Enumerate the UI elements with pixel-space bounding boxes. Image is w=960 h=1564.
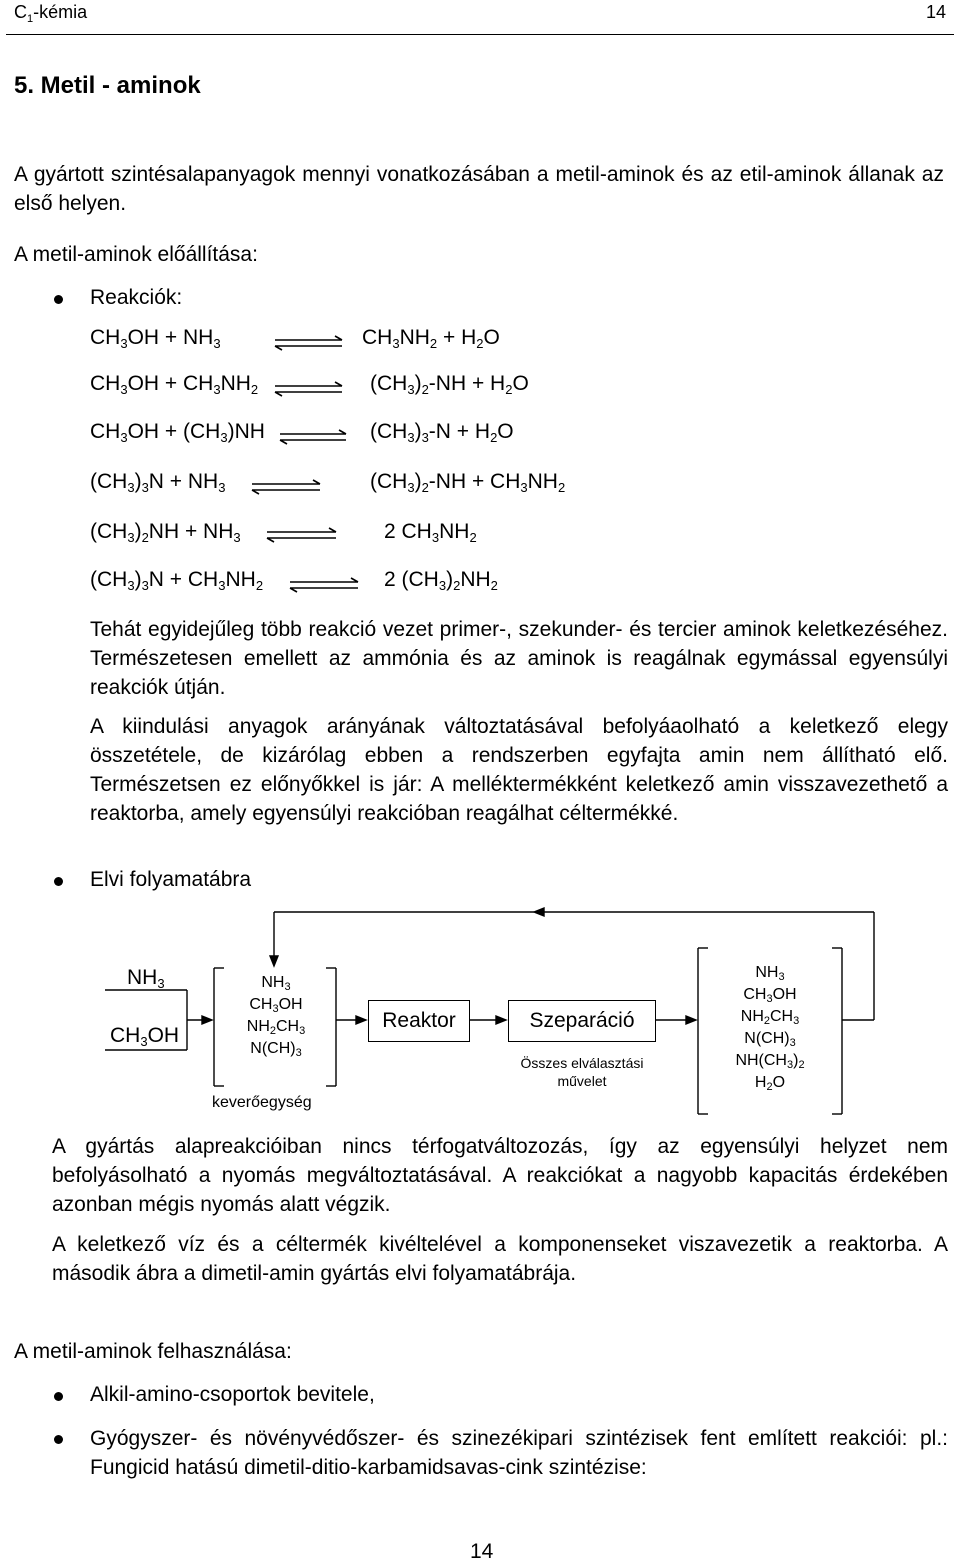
header-page-number: 14 xyxy=(926,2,947,22)
mixer-label: keverőegység xyxy=(212,1094,312,1111)
use-item-1: Alkil-amino-csoportok bevitele, xyxy=(90,1383,375,1406)
reaction-2-right: $(CH_3)_2-NH + H_2O$ xyxy=(370,372,529,397)
use-item-2: Gyógyszer- és növényvédőszer- és szinezékipari szintézisek fent említett reakciói: pl.: Fungicid hatású dimetil-ditio-karbamidsavas-cink szintézise: xyxy=(90,1427,948,1479)
reaction-1-right: $CH_3NH_2 + H_2O$ xyxy=(362,326,500,351)
header-divider xyxy=(6,34,954,35)
reaction-2-left: $CH_3OH + CH_3NH_2$ xyxy=(90,372,259,397)
preparation-title: A metil-aminok előállítása: xyxy=(14,243,258,266)
intro-paragraph: A gyártott szintésalapanyagok mennyi vonatkozásában a metil-aminok és az etil-aminok állanak az első helyen. xyxy=(14,163,944,215)
separator-note: Összes elválasztási művelet xyxy=(520,1055,644,1089)
reaction-4-left: $(CH_3)_3N + NH_3$ xyxy=(90,470,226,495)
bullet-icon xyxy=(54,877,63,886)
reaction-3-right: $(CH_3)_3-N + H_2O$ xyxy=(370,420,514,445)
reactor-box: Reaktor xyxy=(368,1000,470,1042)
composition-paragraph: A kiindulási anyagok arányának változtatásával befolyáaolható a keletkező elegy összetétele, de kizárólag ebben a rendszerben egyfajta amin nem állítható elő. Természetsen ez előnyőkkel is jár: A melléktermékként keletkező amin visszavezethető a reaktorba, amely egyensúlyi reakcióban reagálhat céltermékké. xyxy=(90,715,948,825)
reaction-4-right: $(CH_3)_2-NH + CH_3NH_2$ xyxy=(370,470,566,495)
feed-methanol: $CH_3OH$ xyxy=(110,1024,180,1049)
feed-ammonia: $NH_3$ xyxy=(127,966,165,991)
product-contents: $NH_3$ $CH_3OH$ $NH_2CH_3$ $N(CH)_3$ $NH(CH_3)_2$ $H_2O$ xyxy=(735,964,805,1093)
equilibrium-arrows xyxy=(240,330,370,600)
flowchart-label: Elvi folyamatábra xyxy=(90,868,252,891)
reaction-3-left: $CH_3OH + (CH_3)NH$ xyxy=(90,420,265,445)
mixer-contents: $NH_3$ $CH_3OH$ $NH_2CH_3$ $N(CH)_3$ xyxy=(246,974,306,1059)
reaction-1-left: $CH_3OH + NH_3$ xyxy=(90,326,221,351)
reaction-5-right: 2 $CH_3NH_2$ xyxy=(384,520,477,545)
running-title: $C_1$-kémia xyxy=(14,2,88,25)
reaction-5-left: $(CH_3)_2NH + NH_3$ xyxy=(90,520,241,545)
footer-page-number: 14 xyxy=(470,1540,494,1563)
section-heading: 5. Metil - aminok xyxy=(14,72,201,99)
separator-box: Szeparáció xyxy=(508,1000,656,1042)
reactions-label: Reakciók: xyxy=(90,286,183,309)
uses-title: A metil-aminok felhasználása: xyxy=(14,1340,292,1363)
reactions-summary: Tehát egyidejűleg több reakció vezet primer-, szekunder- és tercier aminok keletkezéséhez. Természetesen emellett az ammónia és az aminok is reagálnak egymással egyensúlyi reakciók útján. xyxy=(90,618,948,699)
bullet-icon xyxy=(54,295,63,304)
reaction-6-right: 2 $(CH_3)_2NH_2$ xyxy=(384,568,498,593)
bullet-icon xyxy=(54,1392,63,1401)
bullet-icon xyxy=(54,1435,63,1444)
pressure-paragraph: A gyártás alapreakcióiban nincs térfogatváltozozás, így az egyensúlyi helyzet nem befolyásolható a nyomás megváltoztatásával. A reakciókat a nagyobb kapacitás érdekében azonban mégis nyomás alatt végzik. xyxy=(52,1135,948,1216)
recycle-paragraph: A keletkező víz és a céltermék kivéltelével a komponenseket viszavezetik a reaktorba. A második ábra a dimetil-amin gyártás elvi folyamatábrája. xyxy=(52,1233,948,1285)
reaction-6-left: $(CH_3)_3N + CH_3NH_2$ xyxy=(90,568,264,593)
